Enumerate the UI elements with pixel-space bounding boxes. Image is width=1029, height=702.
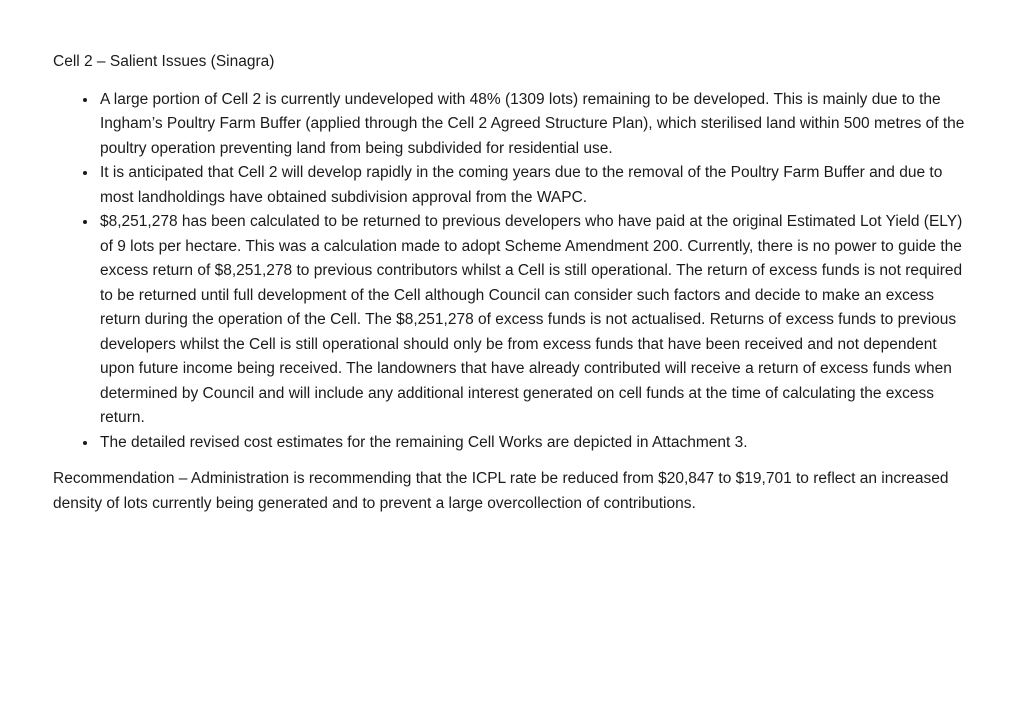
recommendation-paragraph: Recommendation – Administration is recommending that the ICPL rate be reduced from $20,847 to $19,701 to reflect an increased density of lots currently being generated and to prevent a large overcollection of contributions. (53, 470, 949, 512)
bullet-list (53, 88, 973, 456)
bullet-item: • It is anticipated that Cell 2 will develop rapidly in the coming years due to the removal of the Poultry Farm Buffer and due to most landholdings have obtained subdivision approval from the WAPC. (98, 161, 973, 210)
bullet-item: • $8,251,278 has been calculated to be returned to previous developers who have paid at the original Estimated Lot Yield (ELY) of 9 lots per hectare. This was a calculation made to adopt Scheme Amendment 200. Currently, there is no power to guide the excess return of $8,251,278 to previous contributors whilst a Cell is still operational. The return of excess funds is not required to be returned until full development of the Cell although Council can consider such factors and decide to make an excess return during the operation of the Cell. The $8,251,278 of excess funds is not actualised. Returns of excess funds to previous developers whilst the Cell is still operational should only be from excess funds that have been received and not dependent upon future income being received. The landowners that have already contributed will receive a return of excess funds when determined by Council and will include any additional interest generated on cell funds at the time of calculating the excess return. (98, 210, 973, 431)
bullet-item: • A large portion of Cell 2 is currently undeveloped with 48% (1309 lots) remaining to be developed. This is mainly due to the Ingham’s Poultry Farm Buffer (applied through the Cell 2 Agreed Structure Plan), which sterilised land within 500 metres of the poultry operation preventing land from being subdivided for residential use. (98, 88, 973, 162)
section-heading: Cell 2 – Salient Issues (Sinagra) (53, 53, 275, 70)
bullet-item: • The detailed revised cost estimates for the remaining Cell Works are depicted in Attachment 3. (98, 431, 973, 456)
